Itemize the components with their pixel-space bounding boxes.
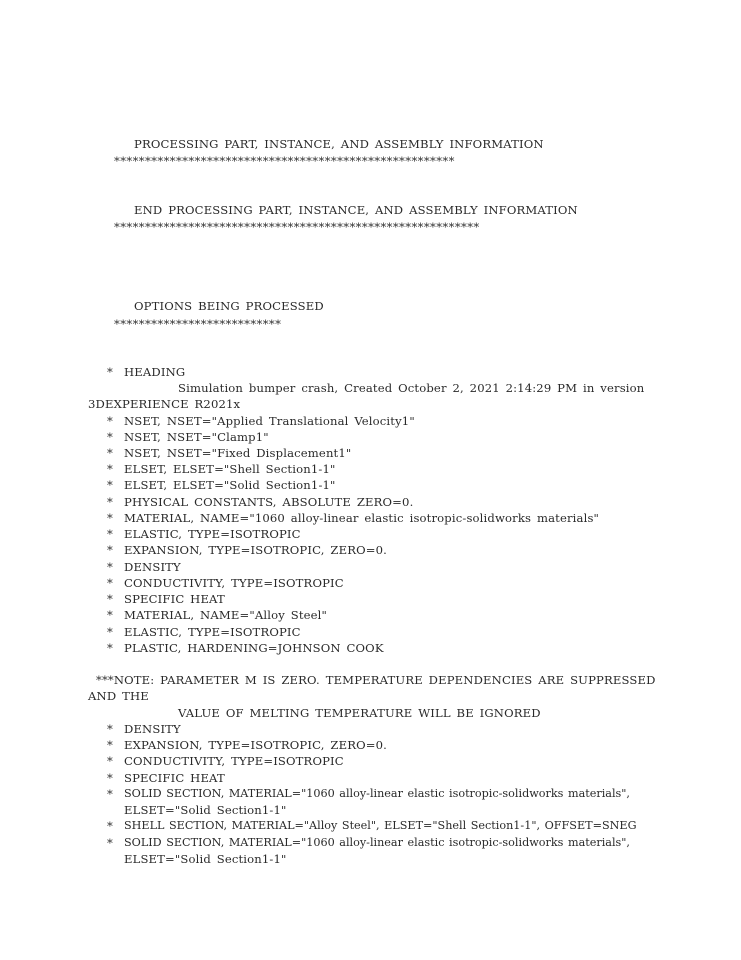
bullet-star: * [107,478,113,492]
note-line-continued: AND THE [88,689,149,703]
bullet-star: * [107,446,113,460]
bullet-star: * [107,771,113,785]
note-line-indented: VALUE OF MELTING TEMPERATURE WILL BE IGNORED [178,706,541,720]
option-line: SPECIFIC HEAT [124,592,225,606]
bullet-star: * [107,414,113,428]
bullet-star: * [107,511,113,525]
bullet-star: * [107,576,113,590]
option-line: MATERIAL, NAME="Alloy Steel" [124,608,328,622]
option-line: SPECIFIC HEAT [124,771,225,785]
heading-text-continued: 3DEXPERIENCE R2021x [88,397,241,411]
bullet-star: * [107,527,113,541]
section-header-end-part: END PROCESSING PART, INSTANCE, AND ASSEMBLY INFORMATION [134,203,578,217]
option-line: DENSITY [124,560,181,574]
solid-section-line-continued: ELSET="Solid Section1-1" [124,852,287,866]
separator-stars: ******************************************************* [114,154,455,168]
option-heading: HEADING [124,365,186,379]
option-line: CONDUCTIVITY, TYPE=ISOTROPIC [124,754,344,768]
bullet-star: * [107,365,113,379]
separator-stars: *************************** [114,317,282,331]
shell-section-line: SHELL SECTION, MATERIAL="Alloy Steel", ELSET="Shell Section1-1", OFFSET=SNEG [124,819,637,832]
bullet-star: * [107,819,113,833]
option-line: ELASTIC, TYPE=ISOTROPIC [124,527,301,541]
bullet-star: * [107,787,113,801]
section-header-part: PROCESSING PART, INSTANCE, AND ASSEMBLY INFORMATION [134,137,544,151]
option-line: NSET, NSET="Clamp1" [124,430,269,444]
option-line: MATERIAL, NAME="1060 alloy-linear elastic isotropic-solidworks materials" [124,511,600,525]
bullet-star: * [107,722,113,736]
option-line: PHYSICAL CONSTANTS, ABSOLUTE ZERO=0. [124,495,414,509]
section-header-options: OPTIONS BEING PROCESSED [134,299,324,313]
bullet-star: * [107,836,113,850]
option-line: ELSET, ELSET="Shell Section1-1" [124,462,336,476]
option-line: PLASTIC, HARDENING=JOHNSON COOK [124,641,384,655]
option-line: ELASTIC, TYPE=ISOTROPIC [124,625,301,639]
heading-text: Simulation bumper crash, Created October 2, 2021 2:14:29 PM in version [178,381,645,395]
option-line: EXPANSION, TYPE=ISOTROPIC, ZERO=0. [124,543,387,557]
option-line: NSET, NSET="Fixed Displacement1" [124,446,352,460]
solid-section-line: SOLID SECTION, MATERIAL="1060 alloy-linear elastic isotropic-solidworks materials", [124,787,630,800]
bullet-star: * [107,592,113,606]
option-line: EXPANSION, TYPE=ISOTROPIC, ZERO=0. [124,738,387,752]
bullet-star: * [107,754,113,768]
note-line: ***NOTE: PARAMETER M IS ZERO. TEMPERATURE DEPENDENCIES ARE SUPPRESSED [96,673,656,687]
option-line: NSET, NSET="Applied Translational Velocity1" [124,414,415,428]
bullet-star: * [107,625,113,639]
bullet-star: * [107,462,113,476]
bullet-star: * [107,608,113,622]
bullet-star: * [107,495,113,509]
solid-section-line: SOLID SECTION, MATERIAL="1060 alloy-linear elastic isotropic-solidworks materials", [124,836,630,849]
separator-stars: *********************************************************** [114,220,480,234]
solid-section-line-continued: ELSET="Solid Section1-1" [124,803,287,817]
bullet-star: * [107,560,113,574]
bullet-star: * [107,430,113,444]
option-line: DENSITY [124,722,181,736]
bullet-star: * [107,543,113,557]
option-line: ELSET, ELSET="Solid Section1-1" [124,478,336,492]
bullet-star: * [107,738,113,752]
option-line: CONDUCTIVITY, TYPE=ISOTROPIC [124,576,344,590]
bullet-star: * [107,641,113,655]
